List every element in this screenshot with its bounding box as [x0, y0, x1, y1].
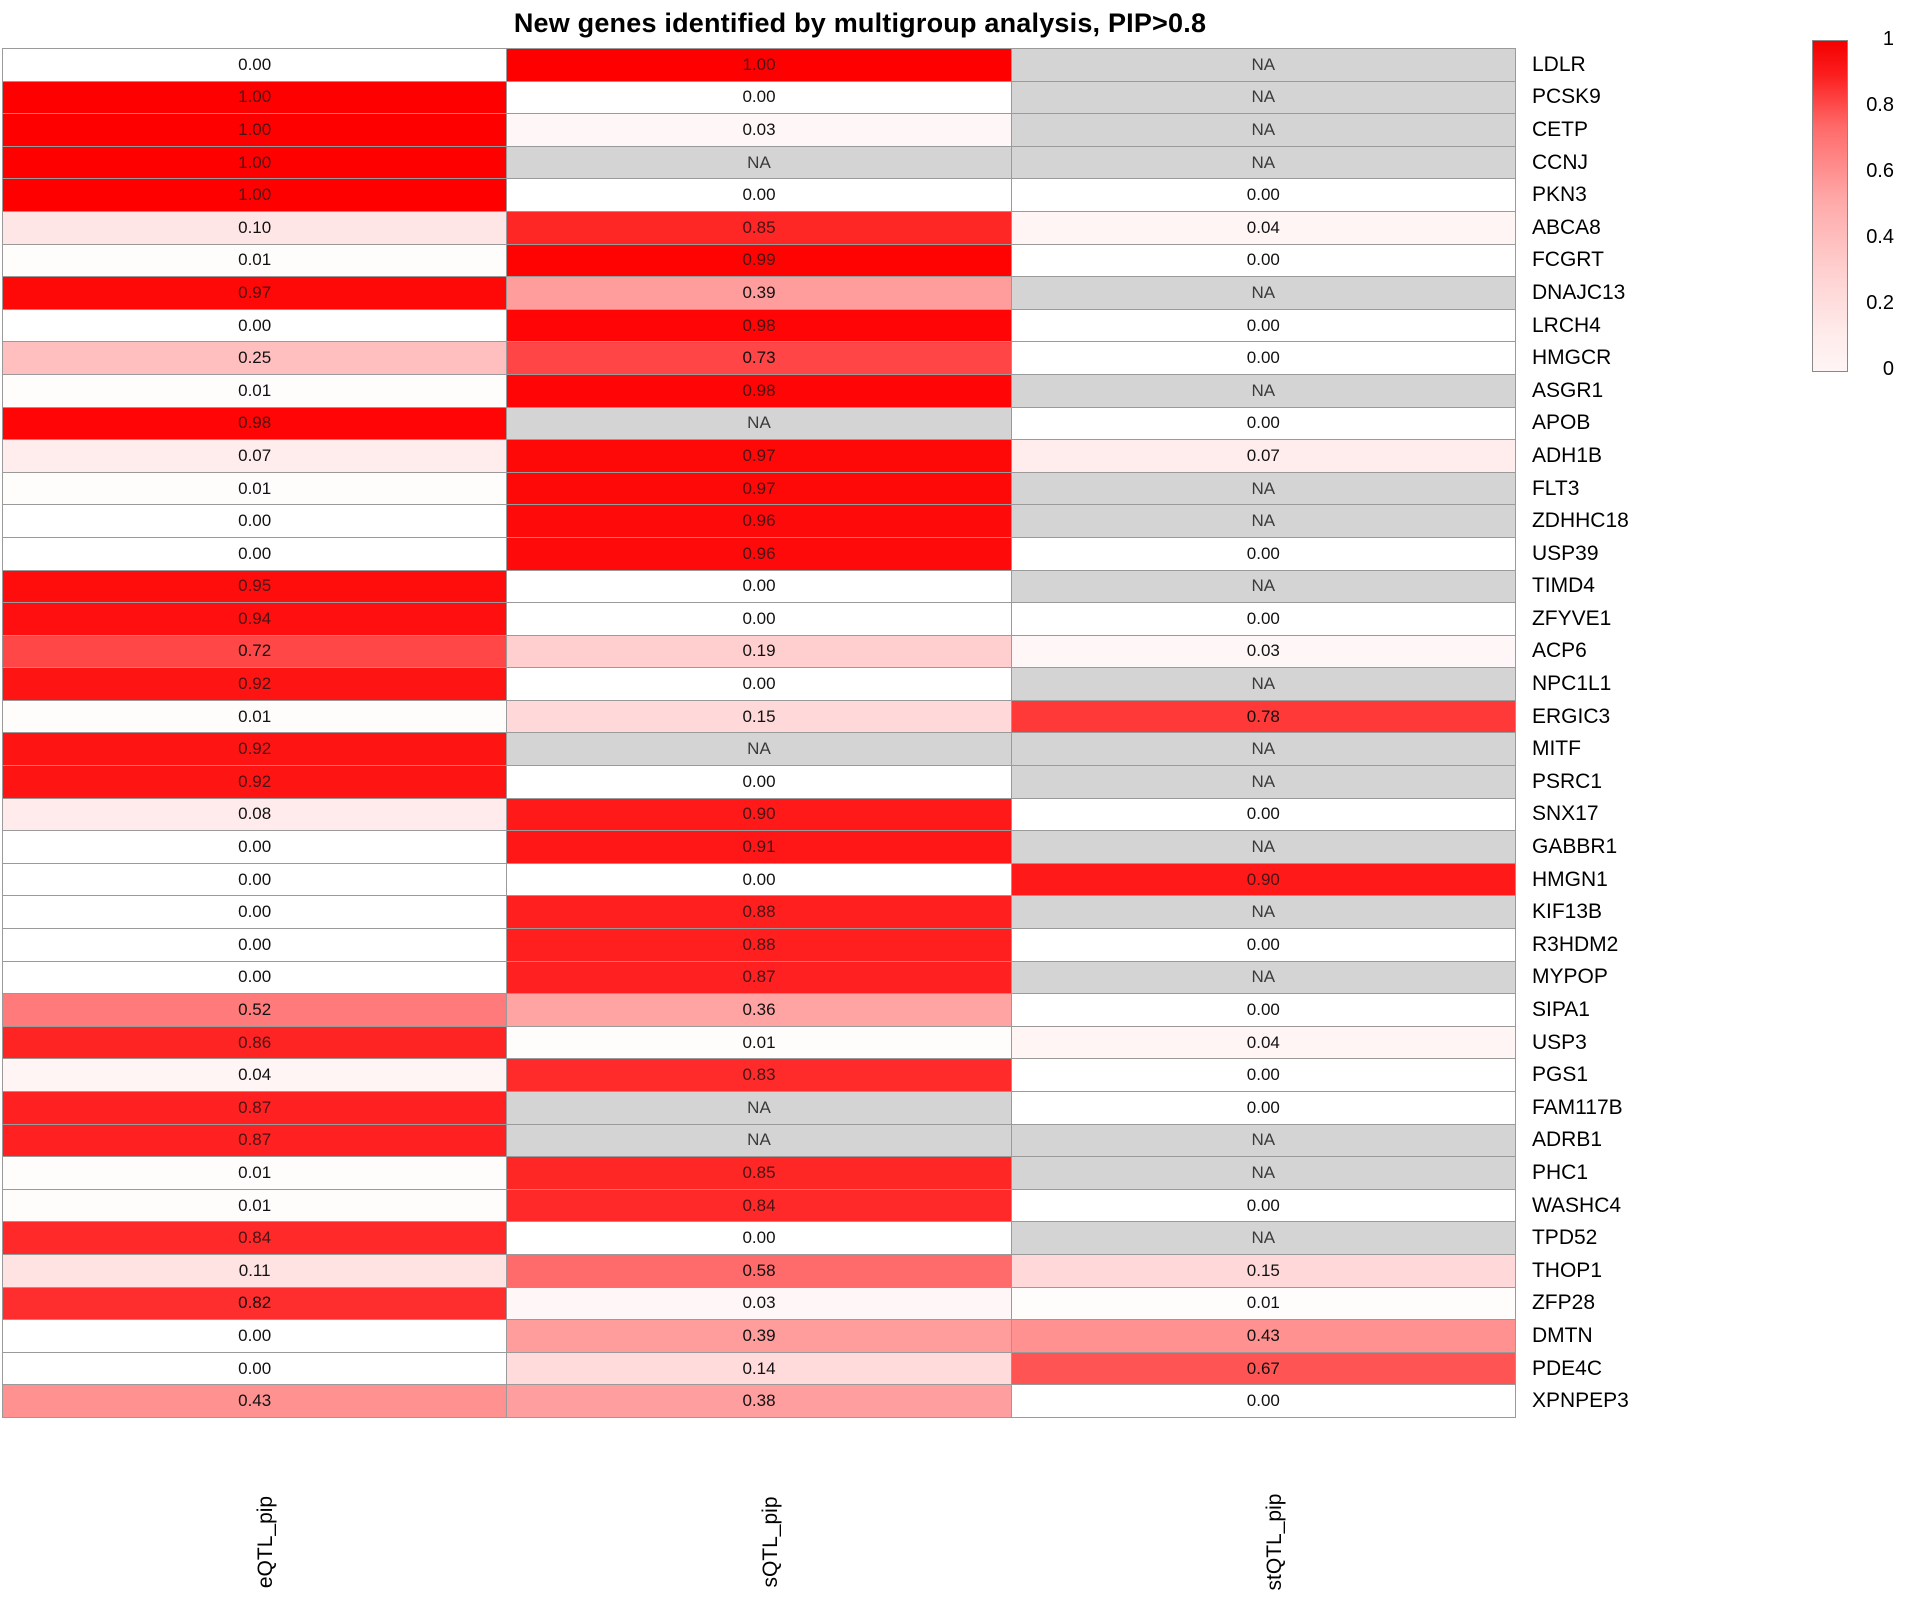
- table-row: [3, 1157, 1721, 1190]
- heatmap-cell: NA: [1011, 570, 1515, 603]
- heatmap-cell: 0.98: [507, 374, 1011, 407]
- heatmap-cell: 0.00: [3, 537, 507, 570]
- heatmap-cell: 0.00: [1011, 537, 1515, 570]
- heatmap-cell: 0.00: [3, 1320, 507, 1353]
- heatmap-cell: 0.90: [507, 798, 1011, 831]
- heatmap-cell: 0.00: [1011, 798, 1515, 831]
- heatmap-cell: 0.92: [3, 733, 507, 766]
- row-label: GABBR1: [1515, 831, 1720, 864]
- heatmap-cell: 0.00: [507, 863, 1011, 896]
- heatmap-cell: 0.01: [3, 1189, 507, 1222]
- row-label: ADH1B: [1515, 440, 1720, 473]
- table-row: [3, 1092, 1721, 1125]
- heatmap-cell: 0.87: [3, 1124, 507, 1157]
- x-axis-label: eQTL_pip: [254, 1495, 278, 1589]
- heatmap-cell: 0.39: [507, 1320, 1011, 1353]
- heatmap-cell: 0.00: [3, 896, 507, 929]
- row-label: LRCH4: [1515, 309, 1720, 342]
- row-label: FLT3: [1515, 472, 1720, 505]
- table-row: [3, 994, 1721, 1027]
- heatmap-cell: 0.00: [1011, 1059, 1515, 1092]
- heatmap-cell: 0.00: [1011, 994, 1515, 1027]
- heatmap-cell: NA: [507, 1092, 1011, 1125]
- heatmap-cell: NA: [1011, 1124, 1515, 1157]
- row-label: LDLR: [1515, 49, 1720, 82]
- heatmap-cell: 1.00: [507, 49, 1011, 82]
- heatmap-cell: 0.88: [507, 896, 1011, 929]
- heatmap-cell: 0.90: [1011, 863, 1515, 896]
- table-row: [3, 1287, 1721, 1320]
- table-row: [3, 961, 1721, 994]
- heatmap-cell: 0.82: [3, 1287, 507, 1320]
- table-row: [3, 309, 1721, 342]
- row-label: XPNPEP3: [1515, 1385, 1720, 1418]
- table-row: [3, 146, 1721, 179]
- heatmap-cell: 0.96: [507, 505, 1011, 538]
- x-axis-label: sQTL_pip: [758, 1496, 782, 1588]
- table-row: [3, 407, 1721, 440]
- row-label: R3HDM2: [1515, 929, 1720, 962]
- table-row: [3, 342, 1721, 375]
- heatmap-cell: 0.04: [1011, 211, 1515, 244]
- heatmap-cell: 0.52: [3, 994, 507, 1027]
- table-row: [3, 1189, 1721, 1222]
- heatmap-cell: 0.84: [3, 1222, 507, 1255]
- table-row: [3, 374, 1721, 407]
- heatmap-cell: 0.00: [507, 766, 1011, 799]
- table-row: [3, 603, 1721, 636]
- heatmap-cell: 0.97: [3, 277, 507, 310]
- heatmap-body: [3, 49, 1721, 1418]
- heatmap-cell: NA: [1011, 374, 1515, 407]
- row-label: PSRC1: [1515, 766, 1720, 799]
- heatmap-cell: 0.67: [1011, 1352, 1515, 1385]
- heatmap-cell: 0.10: [3, 211, 507, 244]
- row-label: USP3: [1515, 1026, 1720, 1059]
- row-label: ZDHHC18: [1515, 505, 1720, 538]
- heatmap-cell: 0.00: [507, 179, 1011, 212]
- table-row: [3, 1026, 1721, 1059]
- heatmap-cell: 0.07: [3, 440, 507, 473]
- heatmap-cell: 0.01: [3, 700, 507, 733]
- table-row: [3, 277, 1721, 310]
- legend-tick-label: 0.4: [1866, 226, 1894, 248]
- heatmap-cell: 0.00: [1011, 309, 1515, 342]
- row-label: ABCA8: [1515, 211, 1720, 244]
- color-legend-bar: [1812, 40, 1848, 372]
- table-row: [3, 635, 1721, 668]
- row-label: KIF13B: [1515, 896, 1720, 929]
- heatmap-cell: 0.91: [507, 831, 1011, 864]
- legend-tick-label: 0.8: [1866, 94, 1894, 116]
- heatmap-cell: 0.00: [507, 668, 1011, 701]
- row-label: TPD52: [1515, 1222, 1720, 1255]
- heatmap-cell: 0.14: [507, 1352, 1011, 1385]
- x-axis-label: stQTL_pip: [1262, 1493, 1286, 1591]
- row-label: THOP1: [1515, 1254, 1720, 1287]
- heatmap-cell: 0.58: [507, 1254, 1011, 1287]
- heatmap-cell: 0.97: [507, 472, 1011, 505]
- heatmap-cell: NA: [1011, 146, 1515, 179]
- heatmap-cell: 0.99: [507, 244, 1011, 277]
- heatmap-cell: 0.01: [1011, 1287, 1515, 1320]
- heatmap-cell: 0.00: [1011, 407, 1515, 440]
- heatmap-cell: 0.00: [1011, 244, 1515, 277]
- heatmap-cell: NA: [507, 1124, 1011, 1157]
- heatmap-cell: 0.00: [3, 309, 507, 342]
- heatmap-cell: 0.15: [1011, 1254, 1515, 1287]
- heatmap-cell: 0.03: [507, 1287, 1011, 1320]
- heatmap-cell: 1.00: [3, 81, 507, 114]
- heatmap-cell: 0.00: [507, 1222, 1011, 1255]
- heatmap-cell: 0.43: [1011, 1320, 1515, 1353]
- heatmap-cell: 0.94: [3, 603, 507, 636]
- row-label: ASGR1: [1515, 374, 1720, 407]
- heatmap-cell: 0.01: [3, 1157, 507, 1190]
- row-label: NPC1L1: [1515, 668, 1720, 701]
- heatmap-cell: 0.00: [1011, 342, 1515, 375]
- heatmap-cell: 0.00: [3, 505, 507, 538]
- row-label: MYPOP: [1515, 961, 1720, 994]
- row-label: DNAJC13: [1515, 277, 1720, 310]
- heatmap-cell: 0.03: [507, 114, 1011, 147]
- table-row: [3, 929, 1721, 962]
- table-row: [3, 114, 1721, 147]
- legend-tick-label: 0.2: [1866, 292, 1894, 314]
- heatmap-cell: NA: [1011, 81, 1515, 114]
- table-row: [3, 49, 1721, 82]
- heatmap-cell: 0.01: [3, 374, 507, 407]
- heatmap-cell: NA: [1011, 961, 1515, 994]
- heatmap-cell: 1.00: [3, 114, 507, 147]
- heatmap-cell: 0.72: [3, 635, 507, 668]
- heatmap-cell: 0.95: [3, 570, 507, 603]
- heatmap-cell: NA: [1011, 277, 1515, 310]
- table-row: [3, 1320, 1721, 1353]
- table-row: [3, 179, 1721, 212]
- table-row: [3, 244, 1721, 277]
- legend-tick-label: 0: [1882, 358, 1894, 380]
- heatmap-cell: 0.01: [3, 244, 507, 277]
- table-row: [3, 896, 1721, 929]
- heatmap-cell: 0.98: [507, 309, 1011, 342]
- heatmap-cell: 0.84: [507, 1189, 1011, 1222]
- heatmap-cell: NA: [1011, 733, 1515, 766]
- heatmap-cell: 0.39: [507, 277, 1011, 310]
- heatmap-cell: NA: [507, 733, 1011, 766]
- row-label: SNX17: [1515, 798, 1720, 831]
- heatmap-cell: 0.98: [3, 407, 507, 440]
- row-label: MITF: [1515, 733, 1720, 766]
- row-label: DMTN: [1515, 1320, 1720, 1353]
- heatmap-cell: NA: [1011, 668, 1515, 701]
- row-label: TIMD4: [1515, 570, 1720, 603]
- heatmap-cell: 0.25: [3, 342, 507, 375]
- table-row: [3, 1222, 1721, 1255]
- heatmap-cell: 1.00: [3, 146, 507, 179]
- heatmap-cell: 0.00: [3, 49, 507, 82]
- table-row: [3, 537, 1721, 570]
- table-row: [3, 863, 1721, 896]
- heatmap-cell: NA: [1011, 114, 1515, 147]
- heatmap-cell: 0.00: [507, 81, 1011, 114]
- heatmap-cell: 0.38: [507, 1385, 1011, 1418]
- table-row: [3, 440, 1721, 473]
- heatmap-cell: 0.73: [507, 342, 1011, 375]
- row-label: PGS1: [1515, 1059, 1720, 1092]
- heatmap-cell: 0.83: [507, 1059, 1011, 1092]
- heatmap-cell: 0.88: [507, 929, 1011, 962]
- heatmap-cell: 0.00: [1011, 929, 1515, 962]
- heatmap-cell: 0.00: [1011, 179, 1515, 212]
- row-label: FCGRT: [1515, 244, 1720, 277]
- row-label: FAM117B: [1515, 1092, 1720, 1125]
- row-label: SIPA1: [1515, 994, 1720, 1027]
- x-axis-labels: [2, 1382, 1720, 1591]
- heatmap-cell: 0.36: [507, 994, 1011, 1027]
- table-row: [3, 1352, 1721, 1385]
- row-label: ZFYVE1: [1515, 603, 1720, 636]
- table-row: [3, 831, 1721, 864]
- heatmap-cell: NA: [1011, 505, 1515, 538]
- heatmap-cell: 0.87: [507, 961, 1011, 994]
- chart-title: New genes identified by multigroup analysis, PIP>0.8: [513, 8, 1207, 38]
- heatmap-cell: 0.00: [1011, 1385, 1515, 1418]
- heatmap-cell: 0.00: [507, 570, 1011, 603]
- heatmap-cell: 0.00: [1011, 1092, 1515, 1125]
- row-label: CCNJ: [1515, 146, 1720, 179]
- heatmap-cell: 0.96: [507, 537, 1011, 570]
- row-label: ACP6: [1515, 635, 1720, 668]
- row-label: PKN3: [1515, 179, 1720, 212]
- row-label: CETP: [1515, 114, 1720, 147]
- heatmap-cell: 0.04: [3, 1059, 507, 1092]
- heatmap-cell: 0.15: [507, 700, 1011, 733]
- heatmap-cell: 0.08: [3, 798, 507, 831]
- heatmap-cell: 0.00: [3, 863, 507, 896]
- row-label: HMGCR: [1515, 342, 1720, 375]
- row-label: PCSK9: [1515, 81, 1720, 114]
- table-row: [3, 733, 1721, 766]
- row-label: APOB: [1515, 407, 1720, 440]
- heatmap-cell: NA: [507, 407, 1011, 440]
- heatmap-cell: 0.00: [3, 831, 507, 864]
- heatmap-cell: NA: [1011, 831, 1515, 864]
- heatmap-cell: 0.43: [3, 1385, 507, 1418]
- legend-tick-label: 0.6: [1866, 160, 1894, 182]
- heatmap-cell: 0.97: [507, 440, 1011, 473]
- table-row: [3, 211, 1721, 244]
- heatmap-cell: 1.00: [3, 179, 507, 212]
- heatmap-cell: 0.00: [507, 603, 1011, 636]
- heatmap-cell: NA: [1011, 1222, 1515, 1255]
- row-label: PHC1: [1515, 1157, 1720, 1190]
- heatmap-cell: 0.11: [3, 1254, 507, 1287]
- heatmap-cell: 0.00: [1011, 1189, 1515, 1222]
- heatmap-cell: 0.78: [1011, 700, 1515, 733]
- heatmap-cell: NA: [1011, 896, 1515, 929]
- table-row: [3, 1254, 1721, 1287]
- row-label: USP39: [1515, 537, 1720, 570]
- legend-tick-label: 1: [1882, 28, 1894, 50]
- heatmap-cell: 0.92: [3, 766, 507, 799]
- row-label: WASHC4: [1515, 1189, 1720, 1222]
- heatmap-cell: 0.04: [1011, 1026, 1515, 1059]
- heatmap-cell: 0.86: [3, 1026, 507, 1059]
- heatmap-cell: 0.00: [3, 961, 507, 994]
- row-label: PDE4C: [1515, 1352, 1720, 1385]
- table-row: [3, 1124, 1721, 1157]
- table-row: [3, 1059, 1721, 1092]
- table-row: [3, 766, 1721, 799]
- heatmap-cell: 0.07: [1011, 440, 1515, 473]
- heatmap-cell: 0.03: [1011, 635, 1515, 668]
- table-row: [3, 81, 1721, 114]
- row-label: HMGN1: [1515, 863, 1720, 896]
- table-row: [3, 505, 1721, 538]
- heatmap-cell: NA: [507, 146, 1011, 179]
- heatmap-cell: NA: [1011, 766, 1515, 799]
- row-label: ERGIC3: [1515, 700, 1720, 733]
- heatmap-cell: 0.00: [1011, 603, 1515, 636]
- heatmap-cell: 0.87: [3, 1092, 507, 1125]
- heatmap-cell: 0.01: [3, 472, 507, 505]
- heatmap-cell: NA: [1011, 49, 1515, 82]
- heatmap-cell: NA: [1011, 1157, 1515, 1190]
- heatmap-cell: 0.85: [507, 1157, 1011, 1190]
- heatmap-cell: 0.85: [507, 211, 1011, 244]
- heatmap-cell: 0.19: [507, 635, 1011, 668]
- table-row: [3, 700, 1721, 733]
- heatmap-grid: [2, 48, 1721, 1418]
- table-row: [3, 472, 1721, 505]
- row-label: ADRB1: [1515, 1124, 1720, 1157]
- heatmap-cell: 0.00: [3, 1352, 507, 1385]
- table-row: [3, 668, 1721, 701]
- table-row: [3, 570, 1721, 603]
- row-label: ZFP28: [1515, 1287, 1720, 1320]
- heatmap-cell: NA: [1011, 472, 1515, 505]
- table-row: [3, 798, 1721, 831]
- heatmap-cell: 0.01: [507, 1026, 1011, 1059]
- heatmap-cell: 0.00: [3, 929, 507, 962]
- heatmap-cell: 0.92: [3, 668, 507, 701]
